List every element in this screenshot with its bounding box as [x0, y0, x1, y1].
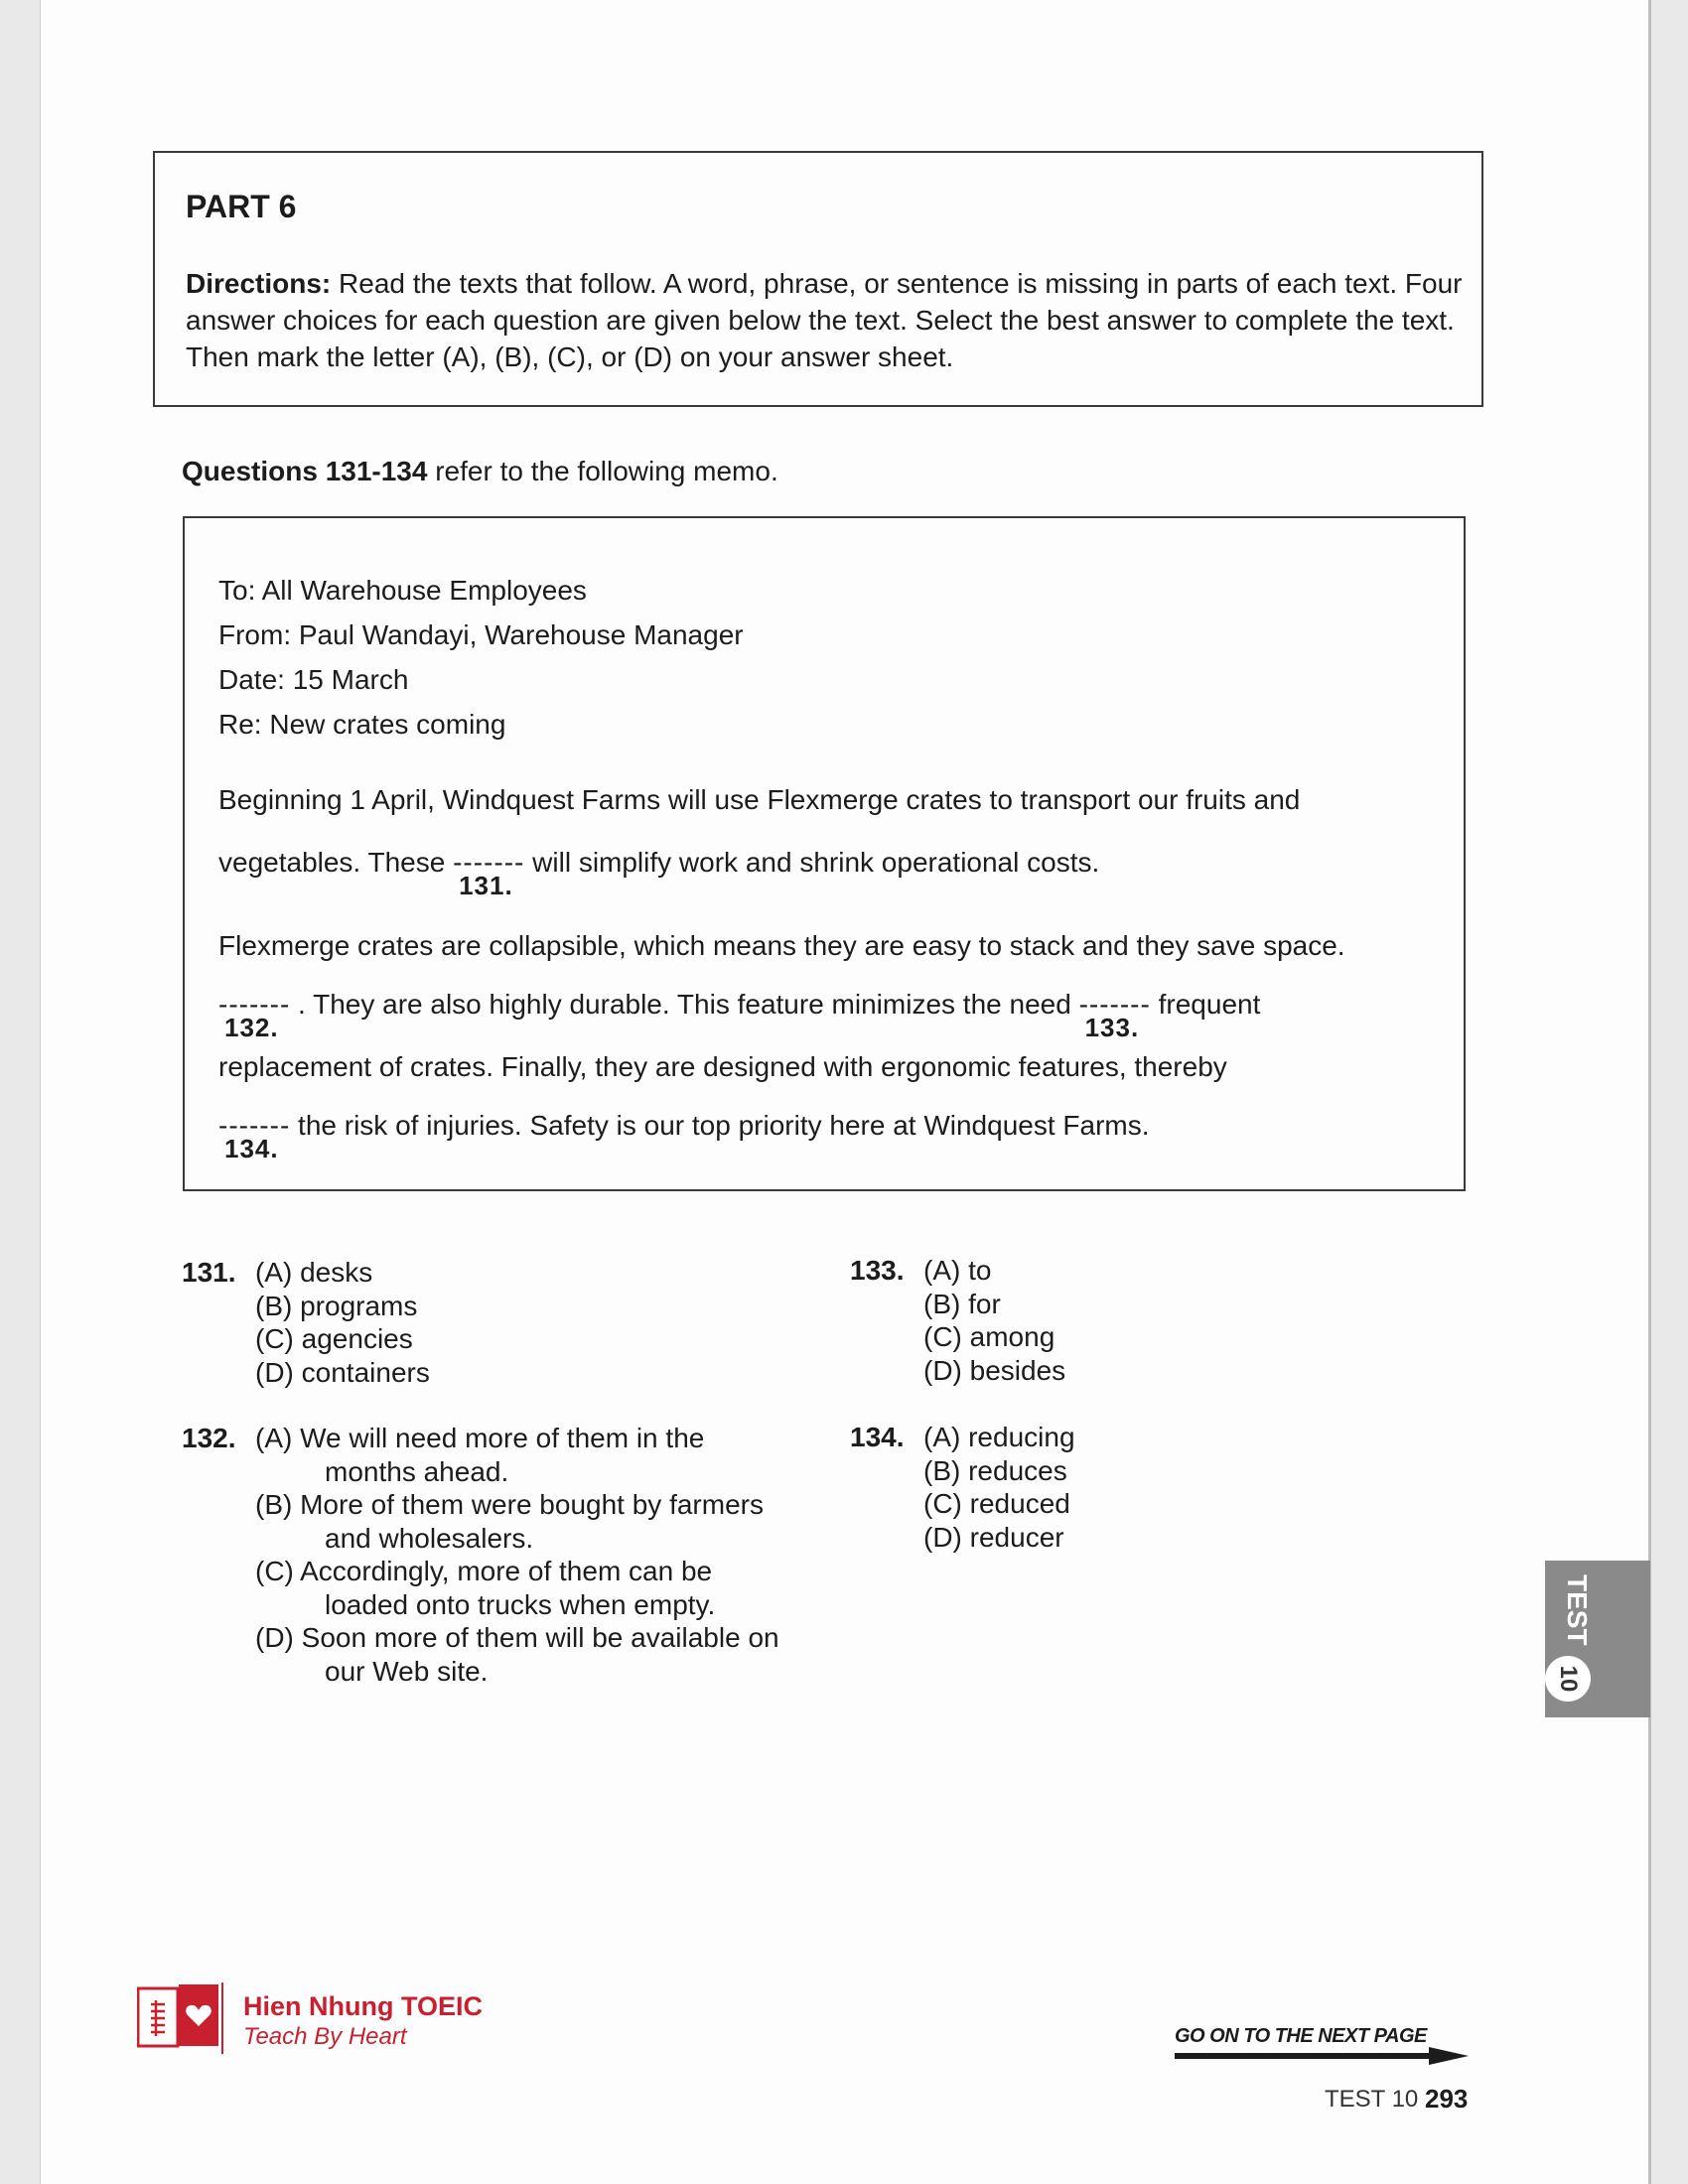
option-a[interactable]: [255, 1422, 704, 1488]
blank-dashes: -------: [1078, 989, 1151, 1020]
memo-text: vegetables. These: [218, 847, 454, 878]
option-d[interactable]: (D) containers: [255, 1356, 430, 1388]
footer-test-label: TEST 10: [1325, 2086, 1419, 2113]
question-132: [182, 1422, 877, 1695]
test-side-tab: [1545, 1561, 1650, 1717]
option-text: months ahead.: [325, 1455, 509, 1487]
option-text: loaded onto trucks when empty.: [325, 1588, 716, 1620]
option-b[interactable]: [255, 1488, 764, 1555]
option-c[interactable]: (C) among: [923, 1321, 1055, 1352]
option-c[interactable]: (C) reduced: [923, 1488, 1070, 1519]
directions-text: Read the texts that follow. A word, phrase, or sentence is missing in parts of each text. Four answer choices for each question are given below the text. Select the best answer to complete the text. Then mark the letter (A), (B), (C), or (D) on your answer sheet.: [186, 268, 1463, 372]
brand-name: Hien Nhung TOEIC: [243, 1991, 483, 2021]
blank-dashes: -------: [218, 1110, 291, 1141]
blank-number-133: 133.: [1084, 1013, 1140, 1042]
page-number: 293: [1425, 2084, 1469, 2114]
option-b[interactable]: (B) for: [923, 1288, 1001, 1319]
next-page-label: GO ON TO THE NEXT PAGE: [1175, 2025, 1427, 2047]
memo-line-2: [218, 847, 1100, 900]
page-edge: [1648, 0, 1651, 2184]
option-a[interactable]: (A) to: [923, 1255, 992, 1286]
blank-number-131: 131.: [459, 871, 513, 900]
question-133: [850, 1254, 1247, 1393]
memo-header: [218, 568, 744, 747]
option-b[interactable]: (B) reduces: [923, 1454, 1067, 1486]
questions-range: Questions 131-134: [182, 456, 428, 486]
option-c[interactable]: [255, 1555, 715, 1621]
blank-133: [1078, 989, 1151, 1042]
option-text: our Web site.: [325, 1655, 489, 1687]
question-number: 134.: [850, 1422, 905, 1452]
option-b[interactable]: (B) programs: [255, 1290, 418, 1321]
option-text: (B) More of them were bought by farmers: [255, 1489, 764, 1520]
book-heart-logo-icon: [137, 1982, 226, 2054]
arrow-right-icon: [1175, 2047, 1469, 2065]
directions: [186, 265, 1467, 375]
blank-number-132: 132.: [224, 1013, 279, 1042]
blank-dashes: -------: [218, 989, 291, 1020]
memo-to: To: All Warehouse Employees: [218, 575, 587, 606]
question-131: [182, 1256, 738, 1395]
memo-line-6: [218, 1110, 1150, 1163]
memo-text: will simplify work and shrink operational costs.: [524, 847, 1100, 878]
side-tab-word: TEST: [1562, 1574, 1593, 1646]
memo-line-4: [218, 989, 1261, 1042]
option-a[interactable]: (A) reducing: [923, 1422, 1075, 1452]
memo-text: . They are also highly durable. This feature minimizes the need: [290, 989, 1079, 1020]
option-text: (D) Soon more of them will be available on: [255, 1622, 779, 1653]
brand-tagline: Teach By Heart: [243, 2023, 407, 2050]
memo-date: Date: 15 March: [218, 664, 409, 695]
questions-intro-text: refer to the following memo.: [427, 456, 778, 486]
option-text: (C) Accordingly, more of them can be: [255, 1556, 713, 1586]
part-title: PART 6: [186, 189, 297, 224]
blank-132: [218, 989, 291, 1042]
question-number: 131.: [182, 1257, 236, 1288]
blank-134: [218, 1110, 291, 1163]
questions-intro: [182, 456, 778, 487]
memo-from: From: Paul Wandayi, Warehouse Manager: [218, 619, 744, 650]
memo-re: Re: New crates coming: [218, 709, 506, 740]
memo-line-1: Beginning 1 April, Windquest Farms will use Flexmerge crates to transport our fruits and: [218, 784, 1301, 815]
memo-text: frequent: [1150, 989, 1261, 1020]
memo-box: [183, 516, 1466, 1191]
memo-line-5: replacement of crates. Finally, they are designed with ergonomic features, thereby: [218, 1051, 1227, 1082]
blank-number-134: 134.: [224, 1134, 279, 1163]
option-text: and wholesalers.: [325, 1522, 534, 1554]
directions-box: [153, 151, 1483, 407]
memo-line-3: Flexmerge crates are collapsible, which means they are easy to stack and they save space.: [218, 930, 1345, 961]
blank-dashes: -------: [453, 847, 525, 878]
option-d[interactable]: (D) reducer: [923, 1521, 1064, 1553]
option-d[interactable]: (D) besides: [923, 1354, 1066, 1386]
question-number: 133.: [850, 1255, 905, 1286]
option-d[interactable]: [255, 1621, 779, 1688]
option-text: (A) We will need more of them in the: [255, 1423, 705, 1453]
memo-text: the risk of injuries. Safety is our top priority here at Windquest Farms.: [290, 1110, 1150, 1141]
directions-label: Directions:: [186, 268, 332, 299]
option-a[interactable]: (A) desks: [255, 1257, 373, 1288]
side-tab-number: 10: [1545, 1656, 1591, 1702]
blank-131: [453, 847, 525, 900]
question-134: [850, 1421, 1247, 1560]
option-c[interactable]: (C) agencies: [255, 1323, 413, 1354]
question-number: 132.: [182, 1423, 236, 1453]
